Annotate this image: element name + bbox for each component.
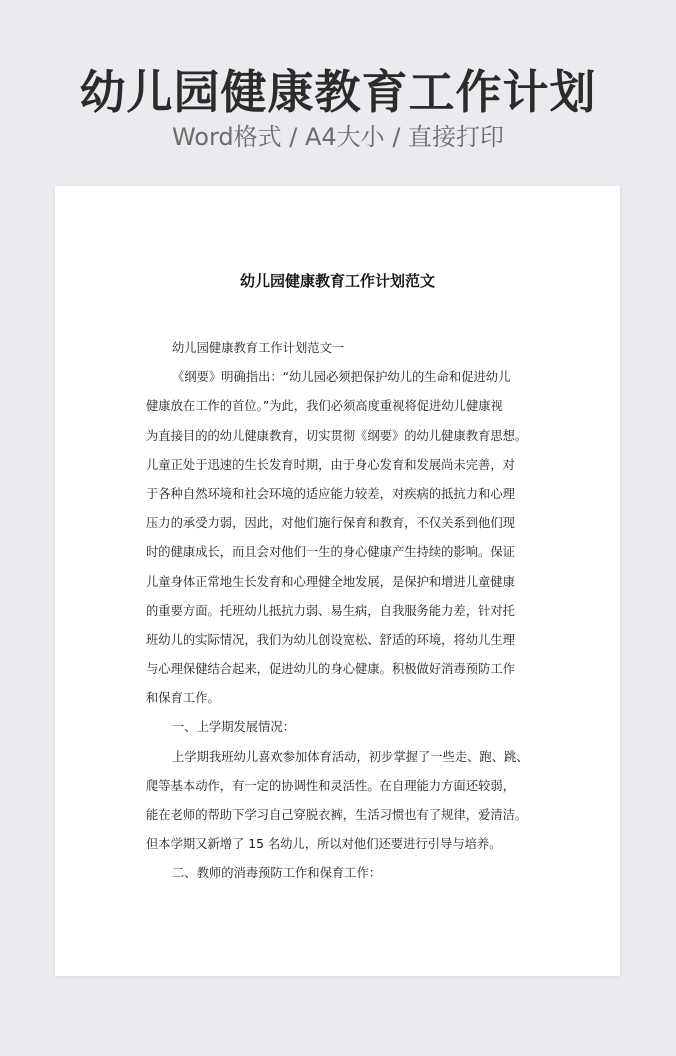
document-line: 上学期我班幼儿喜欢参加体育活动，初步掌握了一些走、跑、跳、 (172, 749, 529, 764)
banner-subtitle: Word格式 / A4大小 / 直接打印 (171, 123, 505, 151)
document-line: 和保育工作。 (146, 691, 220, 706)
document-line: 的重要方面。托班幼儿抵抗力弱、易生病，自我服务能力差，针对托 (146, 603, 515, 618)
document-line: 压力的承受力弱，因此，对他们施行保育和教育，不仅关系到他们现 (146, 516, 515, 531)
document-line: 为直接目的的幼儿健康教育，切实贯彻《纲要》的幼儿健康教育思想。 (146, 428, 528, 443)
document-line: 班幼儿的实际情况，我们为幼儿创设宽松、舒适的环境，将幼儿生理 (146, 632, 515, 647)
section-heading: 二、教师的消毒预防工作和保育工作： (172, 866, 382, 881)
document-line: 《纲要》明确指出：“幼儿园必须把保护幼儿的生命和促进幼儿 (172, 370, 511, 385)
document-line: 幼儿园健康教育工作计划范文一 (172, 341, 345, 355)
banner-title: 幼儿园健康教育工作计划 (79, 65, 597, 119)
document-line: 健康放在工作的首位。”为此，我们必须高度重视将促进幼儿健康视 (146, 399, 503, 414)
document-line: 但本学期又新增了 15 名幼儿，所以对他们还要进行引导与培养。 (146, 837, 502, 852)
document-line: 于各种自然环境和社会环境的适应能力较差，对疾病的抵抗力和心理 (146, 486, 515, 501)
document-page (55, 186, 620, 976)
document-line: 时的健康成长，而且会对他们一生的身心健康产生持续的影响。保证 (146, 545, 515, 560)
section-heading: 一、上学期发展情况： (172, 720, 295, 735)
document-line: 能在老师的帮助下学习自己穿脱衣裤，生活习惯也有了规律，爱清洁。 (146, 808, 528, 822)
document-line: 儿童正处于迅速的生长发育时期，由于身心发育和发展尚未完善，对 (146, 457, 515, 472)
document-body (146, 334, 530, 889)
document-line: 儿童身体正常地生长发育和心理健全地发展，是保护和增进儿童健康 (146, 574, 515, 589)
document-line: 与心理保健结合起来，促进幼儿的身心健康。积极做好消毒预防工作 (146, 662, 515, 677)
document-line: 爬等基本动作，有一定的协调性和灵活性。在自理能力方面还较弱， (146, 778, 515, 793)
document-title: 幼儿园健康教育工作计划范文 (239, 272, 435, 290)
